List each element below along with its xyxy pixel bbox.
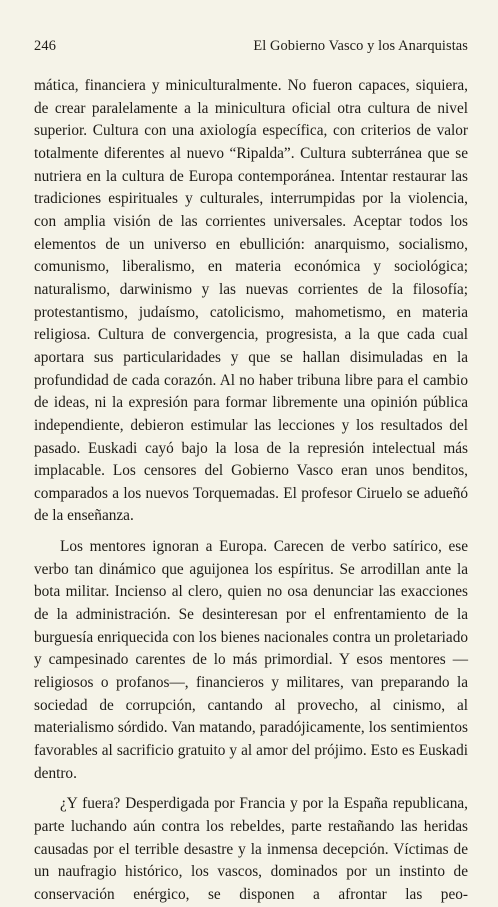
body-text bbox=[34, 75, 468, 907]
page-number: 246 bbox=[34, 38, 57, 54]
paragraph-continuation: mática, financiera y miniculturalmente. No fueron capaces, siquiera, de crear paralelamente a la minicultura oficial otra cultura de nivel superior. Cultura con una axiología específica, con criterios de valor totalmente diferentes al nuevo “Ripalda”. Cultura subterránea que se nutriera en la cultura de Europa contemporánea. Intentar restaurar las tradiciones espirituales y culturales, interrumpidas por la violencia, con amplia visión de las corrientes universales. Aceptar todos los elementos de un universo en ebullición: anarquismo, socialismo, comunismo, liberalismo, en materia económica y sociológica; naturalismo, darwinismo y las nuevas corrientes de la filosofía; protestantismo, judaísmo, catolicismo, mahometismo, en materia religiosa. Cultura de convergencia, progresista, a la que cada cual aportara sus particularidades y que se hallan disimuladas en la profundidad de cada corazón. Al no haber tribuna libre para el cambio de ideas, ni la expresión para formar libremente una opinión pública independiente, debieron estimular las lecciones y los resultados del pasado. Euskadi cayó bajo la losa de la represión intelectual más implacable. Los censores del Gobierno Vasco eran unos benditos, comparados a los nuevos Torquemadas. El profesor Ciruelo se adueñó de la enseñanza. bbox=[34, 77, 468, 525]
paragraph-mentores: Los mentores ignoran a Europa. Carecen de verbo satírico, ese verbo tan dinámico que aguijonea los espíritus. Se arrodillan ante la bota militar. Incienso al clero, quien no osa denunciar las exacciones de la administración. Se desinteresan por el enfrentamiento de la burguesía enriquecida con los bienes nacionales contra un proletariado y campesinado carentes de lo más primordial. Y esos mentores —religiosos o profanos—, financieros y militares, van preparando la sociedad de corrupción, cantando al provecho, al cinismo, al materialismo sórdido. Van matando, paradójicamente, los sentimientos favorables al sacrificio gratuito y al amor del prójimo. Esto es Euskadi dentro. bbox=[34, 538, 468, 782]
running-header bbox=[34, 37, 468, 55]
running-title: El Gobierno Vasco y los Anarquistas bbox=[253, 38, 468, 54]
paragraph-y-fuera: ¿Y fuera? Desperdigada por Francia y por la España republicana, parte luchando aún contra los rebeldes, parte restañando las heridas causadas por el terrible desastre y la inmensa decepción. Víctimas de un naufragio histórico, los vascos, dominados por un instinto de conservación enérgico, se disponen a afrontar las peo- bbox=[34, 795, 468, 903]
